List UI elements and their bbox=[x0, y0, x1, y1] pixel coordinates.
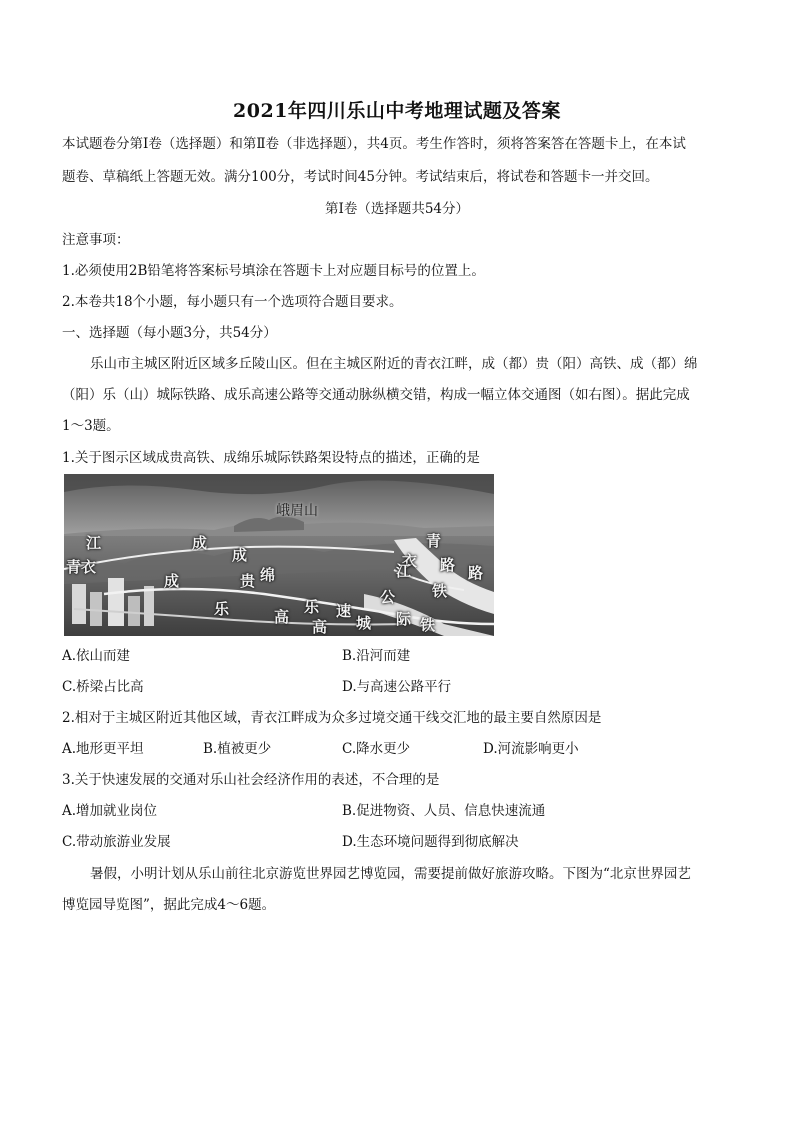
photo-label-gao: 高 bbox=[274, 608, 290, 626]
photo-label-cheng-3: 成 bbox=[232, 546, 248, 564]
q3-stem: 3.关于快速发展的交通对乐山社会经济作用的表述，不合理的是 bbox=[62, 772, 440, 788]
q3-option-a: A.增加就业岗位 bbox=[62, 803, 158, 819]
photo-label-mian: 绵 bbox=[260, 566, 276, 584]
q2-option-c: C.降水更少 bbox=[342, 741, 411, 757]
passage2-line-2: 博览园导览图”，据此完成4～6题。 bbox=[62, 897, 276, 913]
passage1-line-3: 1～3题。 bbox=[62, 418, 120, 434]
photo-label-tie-1: 铁 bbox=[420, 616, 436, 634]
part1-heading: 一、选择题（每小题3分，共54分） bbox=[62, 325, 277, 341]
q1-option-a: A.依山而建 bbox=[62, 648, 131, 664]
photo-label-gui: 贵 bbox=[240, 572, 256, 590]
notes-item-2: 2.本卷共18个小题，每小题只有一个选项符合题目要求。 bbox=[62, 294, 403, 310]
intro-line-1: 本试题卷分第Ⅰ卷（选择题）和第Ⅱ卷（非选择题），共4页。考生作答时，须将答案答在答题卡上，在本试 bbox=[62, 136, 686, 152]
photo-label-su: 速 bbox=[336, 602, 352, 620]
q1-option-b: B.沿河而建 bbox=[342, 648, 411, 664]
aerial-transport-photo bbox=[64, 474, 494, 636]
q2-option-a: A.地形更平坦 bbox=[62, 741, 144, 757]
photo-label-jiang-right: 江 bbox=[396, 562, 412, 580]
q1-stem: 1.关于图示区域成贵高铁、成绵乐城际铁路架设特点的描述，正确的是 bbox=[62, 450, 480, 466]
photo-label-jiang: 江 bbox=[86, 534, 102, 552]
notes-heading: 注意事项： bbox=[62, 232, 130, 248]
passage1-line-1: 乐山市主城区附近区域多丘陵山区。但在主城区附近的青衣江畔，成（都）贵（阳）高铁、成（都）绵 bbox=[90, 356, 698, 372]
q1-option-d: D.与高速公路平行 bbox=[342, 679, 452, 695]
photo-label-le-2: 乐 bbox=[304, 598, 320, 616]
section-heading: 第Ⅰ卷（选择题共54分） bbox=[324, 201, 469, 217]
photo-label-mountain: 峨眉山 bbox=[276, 503, 318, 519]
photo-label-lu-right: 路 bbox=[440, 556, 456, 574]
photo-label-ji: 际 bbox=[396, 610, 412, 628]
photo-label-yi-right: 衣 bbox=[402, 552, 418, 570]
photo-label-gong: 公 bbox=[380, 588, 396, 606]
q2-option-b: B.植被更少 bbox=[203, 741, 272, 757]
photo-label-qingyi-left: 青衣 bbox=[66, 558, 97, 576]
q2-stem: 2.相对于主城区附近其他区域，青衣江畔成为众多过境交通干线交汇地的最主要自然原因是 bbox=[62, 710, 602, 726]
q3-option-c: C.带动旅游业发展 bbox=[62, 834, 171, 850]
q1-option-c: C.桥梁占比高 bbox=[62, 679, 144, 695]
photo-label-cheng-city: 城 bbox=[356, 614, 372, 632]
intro-line-2: 题卷、草稿纸上答题无效。满分100分，考试时间45分钟。考试结束后，将试卷和答题卡一并交回。 bbox=[62, 169, 659, 185]
page-title: 2021年四川乐山中考地理试题及答案 bbox=[233, 100, 561, 122]
photo-label-gao-2: 高 bbox=[312, 618, 328, 636]
photo-label-qing-right: 青 bbox=[426, 532, 442, 550]
photo-label-lu-2: 路 bbox=[468, 564, 484, 582]
q2-option-d: D.河流影响更小 bbox=[483, 741, 579, 757]
photo-label-cheng-1: 成 bbox=[192, 534, 208, 552]
q3-option-b: B.促进物资、人员、信息快速流通 bbox=[342, 803, 546, 819]
photo-label-cheng-2: 成 bbox=[164, 572, 180, 590]
notes-item-1: 1.必须使用2B铅笔将答案标号填涂在答题卡上对应题目标号的位置上。 bbox=[62, 263, 485, 279]
passage1-line-2: （阳）乐（山）城际铁路、成乐高速公路等交通动脉纵横交错，构成一幅立体交通图（如右图）。据此完成 bbox=[62, 387, 690, 403]
q3-option-d: D.生态环境问题得到彻底解决 bbox=[342, 834, 519, 850]
photo-label-le-1: 乐 bbox=[214, 600, 230, 618]
photo-label-tie-right: 铁 bbox=[432, 582, 448, 600]
passage2-line-1: 暑假，小明计划从乐山前往北京游览世界园艺博览园，需要提前做好旅游攻略。下图为“北京世界园艺 bbox=[90, 866, 691, 882]
